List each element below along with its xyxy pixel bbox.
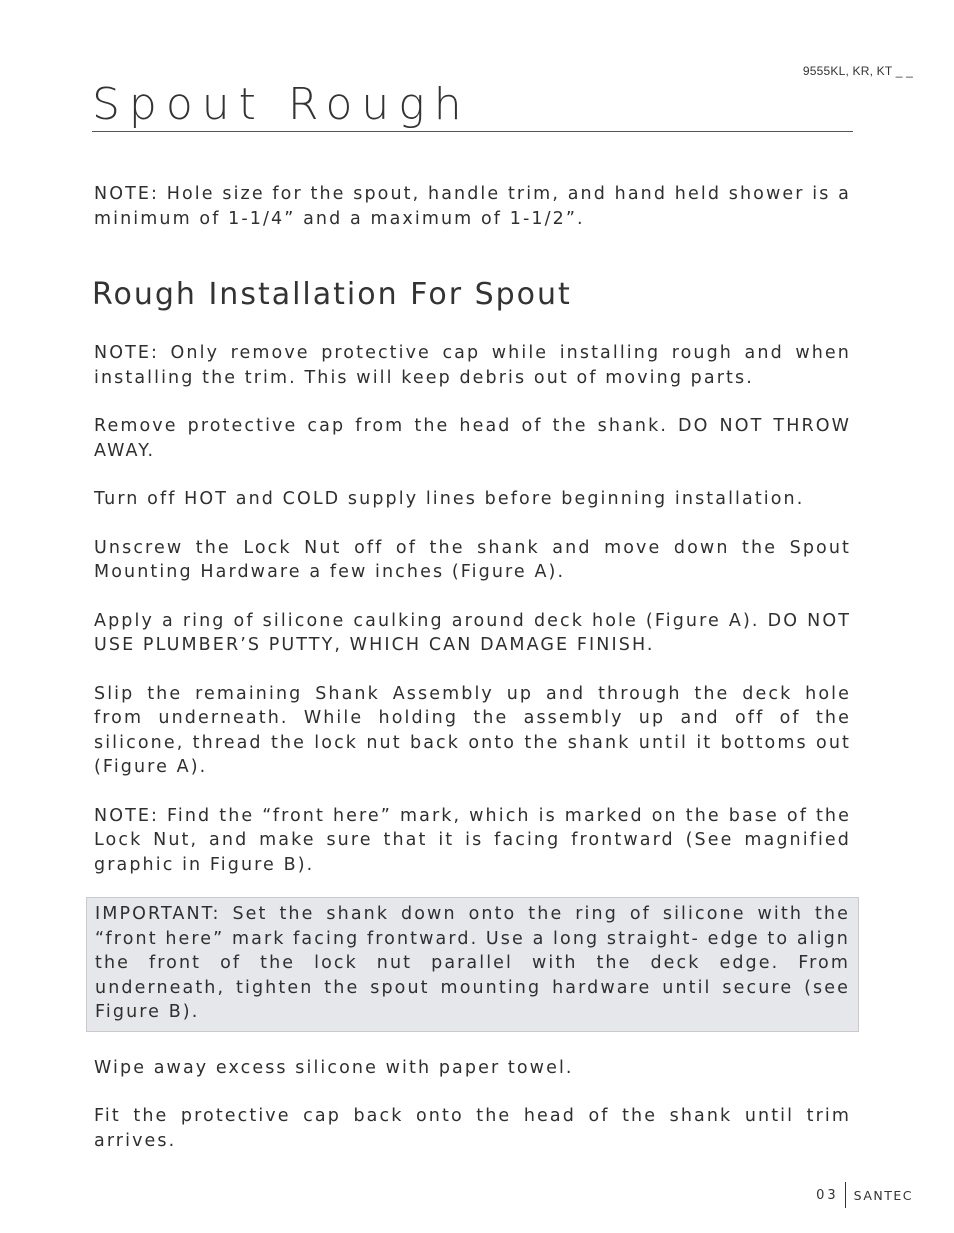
instruction-paragraph: NOTE: Only remove protective cap while installing rough and when installing the trim. This will keep debris out of moving parts. xyxy=(94,343,851,388)
brand-name: SANTEC xyxy=(853,1187,913,1203)
instruction-paragraph: NOTE: Find the “front here” mark, which is marked on the base of the Lock Nut, and make sure that it is facing frontward (See magnified graphic in Figure B). xyxy=(94,805,851,875)
page-title: Spout Rough xyxy=(92,79,471,130)
instruction-paragraph: Unscrew the Lock Nut off of the shank and move down the Spout Mounting Hardware a few inches (Figure A). xyxy=(94,537,851,582)
instruction-paragraph: Turn off HOT and COLD supply lines before beginning installation. xyxy=(94,489,805,509)
instruction-paragraph: Remove protective cap from the head of the shank. DO NOT THROW AWAY. xyxy=(94,416,851,461)
title-divider xyxy=(92,131,853,132)
main-content xyxy=(94,182,851,1177)
important-text: IMPORTANT: Set the shank down onto the ring of silicone with the “front here” mark facing frontward. Use a long straight- edge to align the front of the lock nut parallel with the deck edge. From underneath, tighten the spout mounting hardware until secure (see Figure B). xyxy=(95,904,850,1022)
footer-divider xyxy=(845,1182,846,1208)
instruction-paragraph: Apply a ring of silicone caulking around deck hole (Figure A). DO NOT USE PLUMBER’S PUTTY, WHICH CAN DAMAGE FINISH. xyxy=(94,610,851,655)
important-callout xyxy=(86,897,859,1032)
page-number: 03 xyxy=(816,1187,839,1203)
instruction-paragraph: Wipe away excess silicone with paper towel. xyxy=(94,1057,574,1078)
page-footer xyxy=(816,1182,913,1208)
section-heading: Rough Installation For Spout xyxy=(92,277,572,312)
instruction-paragraph: Fit the protective cap back onto the head of the shank until trim arrives. xyxy=(94,1106,851,1151)
intro-note: NOTE: Hole size for the spout, handle trim, and hand held shower is a minimum of 1-1/4” and a maximum of 1-1/2”. xyxy=(94,184,851,229)
instruction-paragraph: Slip the remaining Shank Assembly up and through the deck hole from underneath. While holding the assembly up and off of the silicone, thread the lock nut back onto the shank until it bottoms out (Figure A). xyxy=(94,683,851,777)
model-code: 9555KL, KR, KT _ _ xyxy=(802,64,913,78)
